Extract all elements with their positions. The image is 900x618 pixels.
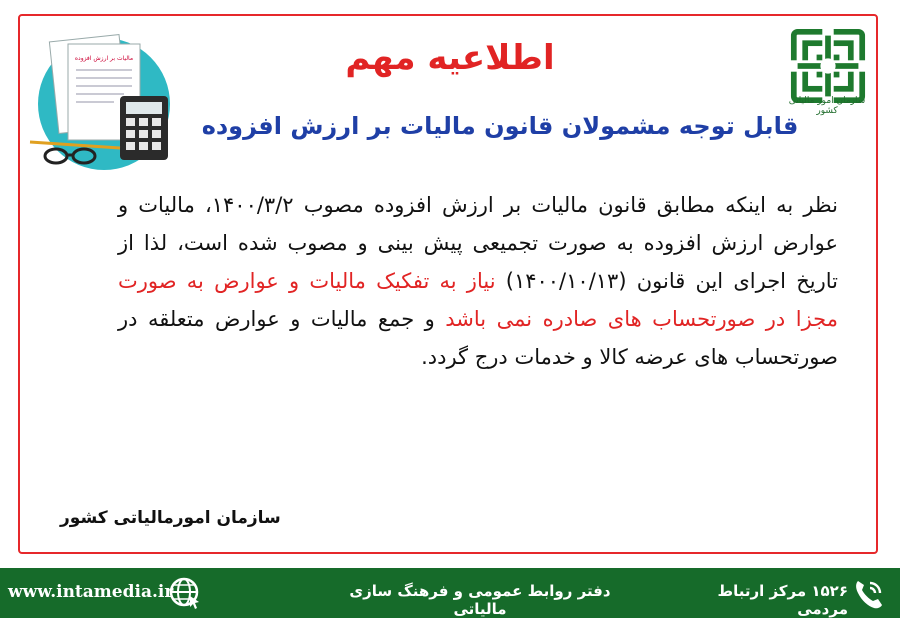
document-title: مالیات بر ارزش افزوده [74,55,134,62]
notice-title: اطلاعیه مهم [345,38,555,78]
body-text-part1: نظر به اینکه مطابق قانون مالیات بر ارزش افزوده مصوب ۱۴۰۰/۳/۲، مالیات و عوارض ارزش افزوده به صورت تجمیعی پیش بینی و مصوب شده است، لذا از تاریخ اجرای این قانون (۱۴۰۰/۱۰/۱۳) [118,193,839,293]
body-text-part2: و جمع مالیات و عوارض متعلقه در صورتحساب های عرضه کالا و خدمات درج گردد. [118,307,838,369]
phone-label[interactable]: ۱۵۲۶ مرکز ارتباط مردمی [717,582,848,618]
footer-bar [0,568,900,618]
body-highlight: نیاز به تفکیک مالیات و عوارض به صورت مجزا در صورتحساب های صادره نمی باشد [118,269,838,331]
logo-caption: سازمان امور مالیاتی کشور [788,96,866,116]
notice-body [118,186,838,376]
notice-subtitle: قابل توجه مشمولان قانون مالیات بر ارزش افزوده [201,112,799,140]
signature: سازمان امورمالیاتی کشور [60,508,281,528]
phone-icon [852,577,886,611]
globe-icon [168,576,202,610]
office-label: دفتر روابط عمومی و فرهنگ سازی مالیاتی [349,582,611,618]
website-link[interactable]: www.intamedia.ir [8,582,174,602]
